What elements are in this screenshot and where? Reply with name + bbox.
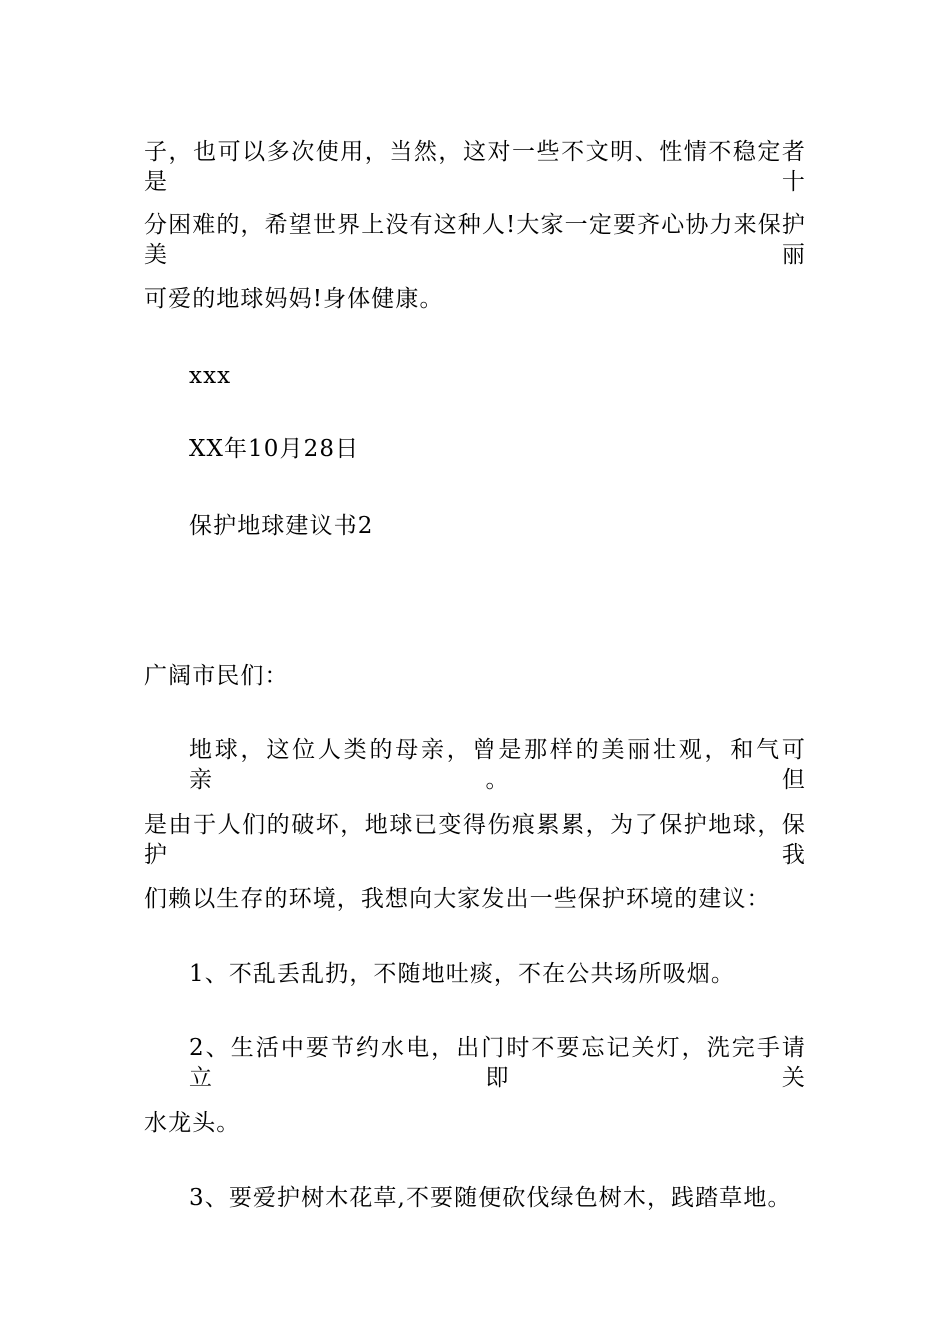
text-line-2: 分困难的，希望世界上没有这种人!大家一定要齐心协力来保护美丽 — [144, 212, 806, 268]
suggestion-1: 1、不乱丢乱扔，不随地吐痰，不在公共场所吸烟。 — [189, 961, 735, 987]
text-line-1: 子，也可以多次使用，当然，这对一些不文明、性情不稳定者是十 — [144, 139, 806, 195]
text-line-3: 可爱的地球妈妈!身体健康。 — [144, 286, 444, 312]
suggestion-3: 3、要爱护树木花草,不要随便砍伐绿色树木，践踏草地。 — [189, 1185, 792, 1211]
paragraph-line-1: 地球，这位人类的母亲，曾是那样的美丽壮观，和气可亲。但 — [189, 737, 806, 793]
salutation: 广阔市民们： — [144, 663, 289, 689]
signature-name: xxx — [189, 363, 232, 389]
paragraph-line-3: 们赖以生存的环境，我想向大家发出一些保护环境的建议： — [144, 886, 771, 912]
section-title: 保护地球建议书2 — [189, 513, 374, 539]
suggestion-2-line-2: 水龙头。 — [144, 1110, 241, 1136]
paragraph-line-2: 是由于人们的破坏，地球已变得伤痕累累，为了保护地球，保护我 — [144, 812, 806, 868]
signature-date: XX年10月28日 — [189, 436, 360, 462]
suggestion-2-line-1: 2、生活中要节约水电，出门时不要忘记关灯，洗完手请立即关 — [189, 1035, 806, 1091]
